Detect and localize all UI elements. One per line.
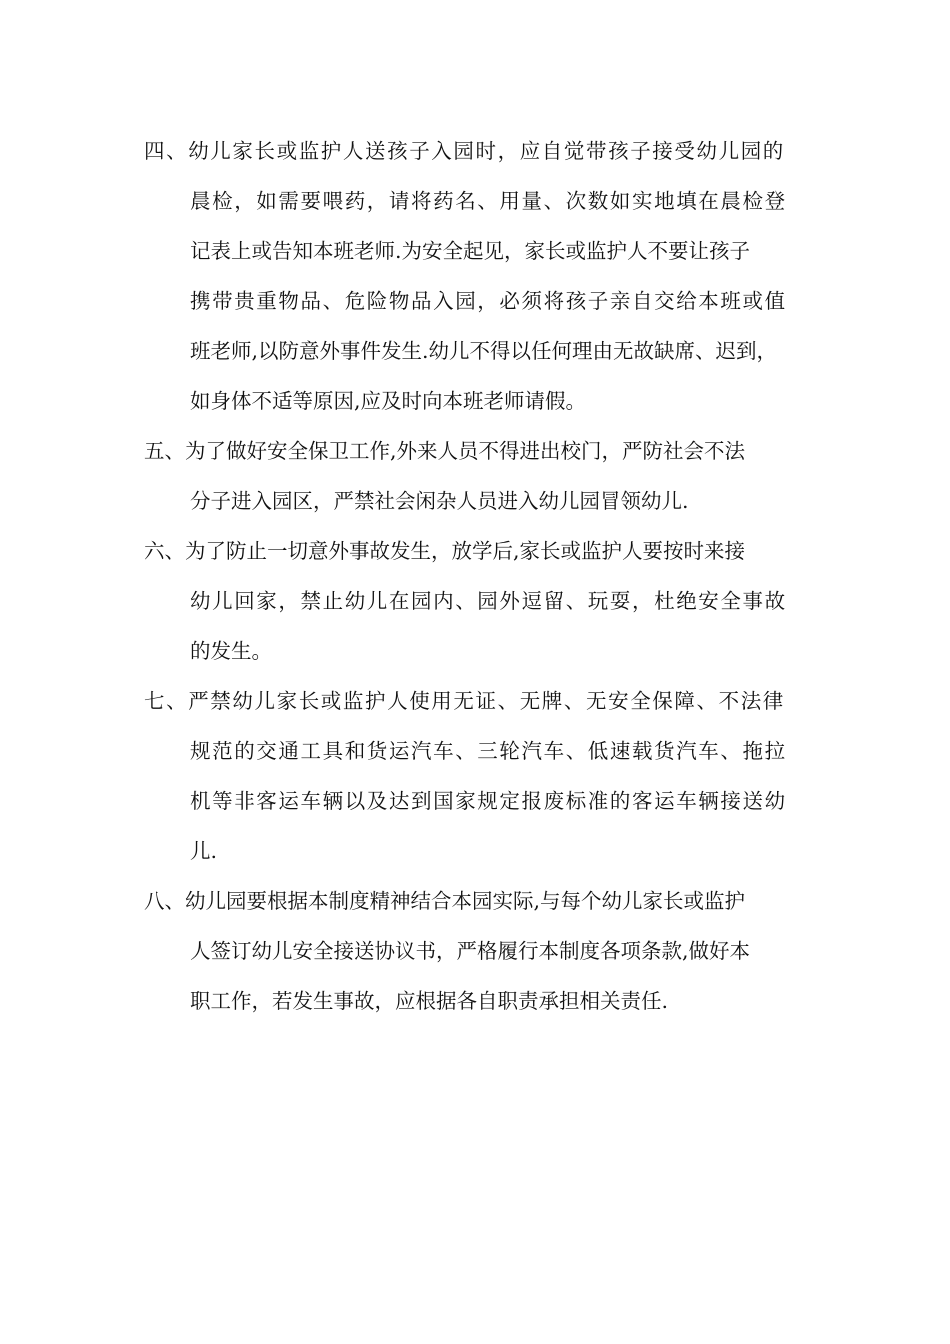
- rule-item-8: [144, 876, 824, 1026]
- rule-line: 幼儿回家，禁止幼儿在园内、园外逗留、玩耍，杜绝安全事故: [190, 589, 787, 613]
- rule-line: 八、幼儿园要根据本制度精神结合本园实际,与每个幼儿家长或监护: [144, 889, 746, 913]
- rule-line: 四、幼儿家长或监护人送孩子入园时，应自觉带孩子接受幼儿园的: [144, 139, 785, 163]
- rule-item-7: [144, 676, 824, 876]
- rule-line: 五、为了做好安全保卫工作,外来人员不得进出校门，严防社会不法: [144, 439, 746, 463]
- rule-line: 人签订幼儿安全接送协议书，严格履行本制度各项条款,做好本: [190, 939, 751, 963]
- rules-list: [144, 126, 824, 1026]
- rule-line: 规范的交通工具和货运汽车、三轮汽车、低速载货汽车、拖拉: [190, 739, 787, 763]
- rule-item-5: [144, 426, 824, 526]
- rule-line: 如身体不适等原因,应及时向本班老师请假。: [190, 389, 587, 413]
- rule-line: 晨检，如需要喂药，请将药名、用量、次数如实地填在晨检登: [190, 189, 787, 213]
- rule-line: 分子进入园区，严禁社会闲杂人员进入幼儿园冒领幼儿.: [190, 489, 689, 513]
- rule-line: 六、为了防止一切意外事故发生，放学后,家长或监护人要按时来接: [144, 539, 746, 563]
- rule-line: 儿.: [190, 839, 218, 863]
- rule-line: 机等非客运车辆以及达到国家规定报废标准的客运车辆接送幼: [190, 789, 787, 813]
- rule-line: 班老师,以防意外事件发生.幼儿不得以任何理由无故缺席、迟到，: [190, 339, 778, 363]
- rule-line: 的发生。: [190, 639, 272, 663]
- rule-line: 职工作，若发生事故，应根据各自职责承担相关责任.: [190, 989, 669, 1013]
- rule-line: 记表上或告知本班老师.为安全起见，家长或监护人不要让孩子: [190, 239, 751, 263]
- rule-item-6: [144, 526, 824, 676]
- rule-line: 七、严禁幼儿家长或监护人使用无证、无牌、无安全保障、不法律: [144, 689, 785, 713]
- rule-line: 携带贵重物品、危险物品入园，必须将孩子亲自交给本班或值: [190, 289, 787, 313]
- rule-item-4: [144, 126, 824, 426]
